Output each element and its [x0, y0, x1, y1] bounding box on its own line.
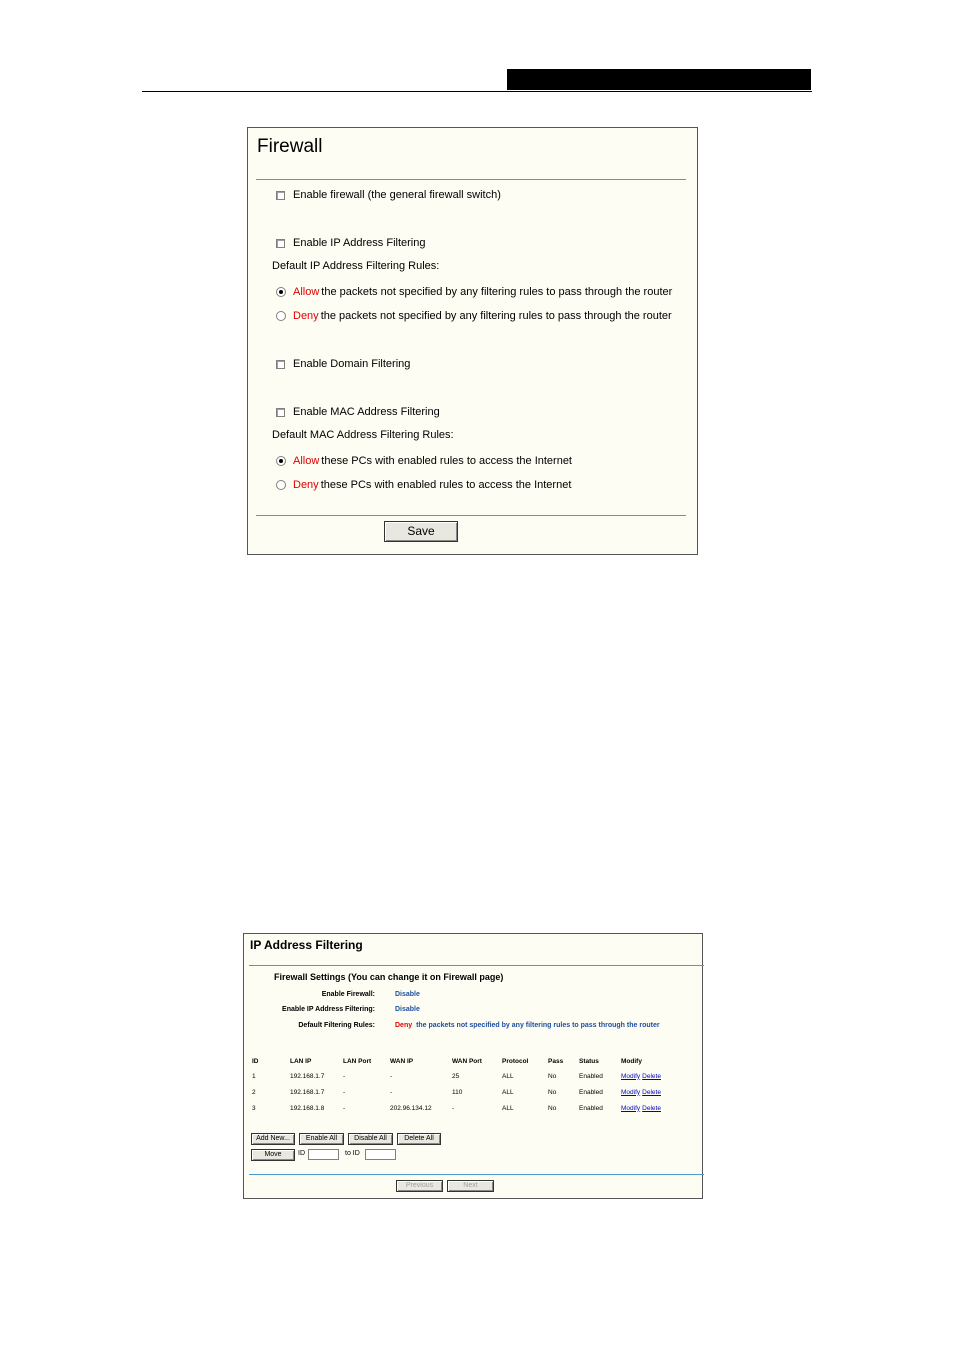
ip-filtering-title: IP Address Filtering: [250, 938, 363, 952]
col-modify: Modify: [621, 1057, 642, 1065]
cell-status: Enabled: [579, 1072, 603, 1080]
cell-protocol: ALL: [502, 1088, 514, 1096]
cell-lan-port: -: [343, 1088, 346, 1096]
cell-wan-port: 25: [452, 1072, 460, 1080]
enable-ip-filtering-checkbox[interactable]: [276, 239, 285, 248]
firewall-panel: [247, 127, 698, 555]
ip-deny-row: [276, 310, 672, 322]
cell-wan-ip: -: [390, 1088, 393, 1096]
cell-pass: No: [548, 1104, 557, 1112]
default-rules-word: Deny: [395, 1022, 413, 1029]
mac-deny-row: [276, 479, 571, 491]
enable-ip-filtering-label: Enable IP Address Filtering: [293, 237, 426, 249]
col-wan-port: WAN Port: [452, 1057, 482, 1065]
mac-deny-radio[interactable]: [276, 480, 286, 490]
bottom-divider: [256, 515, 686, 516]
header-rule: [142, 91, 812, 92]
bottom-divider: [249, 1174, 704, 1175]
cell-id: 1: [252, 1072, 256, 1080]
col-lan-port: LAN Port: [343, 1057, 372, 1065]
ip-filtering-panel: [243, 933, 703, 1199]
enable-mac-filtering-checkbox[interactable]: [276, 408, 285, 417]
cell-pass: No: [548, 1088, 557, 1096]
save-button[interactable]: Save: [384, 521, 458, 542]
to-id-label: to ID: [345, 1150, 360, 1157]
delete-all-button[interactable]: Delete All: [397, 1133, 441, 1145]
enable-domain-filtering-checkbox[interactable]: [276, 360, 285, 369]
ip-deny-text: the packets not specified by any filtering rules to pass through the router: [320, 310, 672, 322]
add-new-button[interactable]: Add New...: [251, 1133, 295, 1145]
cell-wan-ip: 202.96.134.12: [390, 1104, 432, 1112]
ip-allow-row: [276, 286, 672, 298]
enable-firewall-key: Enable Firewall:: [321, 991, 375, 998]
top-divider: [249, 965, 704, 966]
ip-rules-heading: Default IP Address Filtering Rules:: [272, 260, 440, 272]
col-protocol: Protocol: [502, 1057, 529, 1065]
cell-modify: [621, 1068, 681, 1084]
ip-allow-text: the packets not specified by any filtering rules to pass through the router: [321, 286, 673, 298]
move-button[interactable]: Move: [251, 1149, 295, 1161]
delete-link[interactable]: Delete: [642, 1072, 661, 1080]
enable-firewall-row: [276, 189, 501, 201]
ip-allow-word: Allow: [293, 286, 320, 298]
delete-link[interactable]: Delete: [642, 1088, 661, 1096]
cell-lan-ip: 192.168.1.7: [290, 1088, 325, 1096]
mac-allow-word: Allow: [293, 455, 320, 467]
default-rules-text: the packets not specified by any filtering rules to pass through the router: [416, 1022, 660, 1029]
table-row: [252, 1100, 681, 1116]
table-row: [252, 1068, 681, 1084]
col-id: ID: [252, 1057, 259, 1065]
col-status: Status: [579, 1057, 599, 1065]
cell-id: 2: [252, 1088, 256, 1096]
enable-mac-filtering-label: Enable MAC Address Filtering: [293, 406, 440, 418]
mac-rules-heading: Default MAC Address Filtering Rules:: [272, 429, 454, 441]
mac-deny-word: Deny: [293, 479, 319, 491]
table-row: [252, 1084, 681, 1100]
modify-link[interactable]: Modify: [621, 1072, 641, 1080]
cell-protocol: ALL: [502, 1072, 514, 1080]
cell-lan-ip: 192.168.1.8: [290, 1104, 325, 1112]
cell-status: Enabled: [579, 1104, 603, 1112]
firewall-title: Firewall: [257, 136, 323, 157]
enable-ip-value: Disable: [395, 1006, 420, 1013]
enable-ip-key: Enable IP Address Filtering:: [282, 1006, 375, 1013]
modify-link[interactable]: Modify: [621, 1104, 641, 1112]
cell-pass: No: [548, 1072, 557, 1080]
cell-lan-ip: 192.168.1.7: [290, 1072, 325, 1080]
move-from-id-input[interactable]: [308, 1149, 339, 1160]
enable-domain-filtering-row: [276, 358, 410, 370]
cell-wan-port: -: [452, 1104, 455, 1112]
enable-all-button[interactable]: Enable All: [299, 1133, 344, 1145]
enable-ip-filtering-row: [276, 237, 425, 249]
move-to-id-input[interactable]: [365, 1149, 396, 1160]
ip-allow-radio[interactable]: [276, 287, 286, 297]
enable-firewall-label: Enable firewall (the general firewall switch): [293, 189, 501, 201]
id-label: ID: [298, 1150, 305, 1157]
next-button[interactable]: Next: [447, 1180, 494, 1192]
disable-all-button[interactable]: Disable All: [348, 1133, 393, 1145]
cell-protocol: ALL: [502, 1104, 514, 1112]
col-wan-ip: WAN IP: [390, 1057, 414, 1065]
enable-firewall-checkbox[interactable]: [276, 191, 285, 200]
mac-allow-text: these PCs with enabled rules to access the Internet: [321, 455, 572, 467]
top-divider: [256, 179, 686, 180]
delete-link[interactable]: Delete: [642, 1104, 661, 1112]
mac-allow-row: [276, 455, 572, 467]
cell-lan-port: -: [343, 1072, 346, 1080]
col-pass: Pass: [548, 1057, 564, 1065]
cell-wan-ip: -: [390, 1072, 393, 1080]
ip-deny-radio[interactable]: [276, 311, 286, 321]
header-bar: [507, 69, 811, 90]
table-header-row: [252, 1054, 681, 1068]
enable-mac-filtering-row: [276, 406, 440, 418]
rules-table: [252, 1054, 681, 1116]
cell-modify: [621, 1100, 681, 1116]
previous-button[interactable]: Previous: [396, 1180, 443, 1192]
default-rules-value: [395, 1022, 660, 1029]
cell-modify: [621, 1084, 681, 1100]
default-rules-key: Default Filtering Rules:: [298, 1022, 375, 1029]
modify-link[interactable]: Modify: [621, 1088, 641, 1096]
cell-status: Enabled: [579, 1088, 603, 1096]
cell-lan-port: -: [343, 1104, 346, 1112]
settings-heading: Firewall Settings (You can change it on Firewall page): [274, 972, 504, 982]
cell-wan-port: 110: [452, 1088, 463, 1096]
mac-deny-text: these PCs with enabled rules to access the Internet: [320, 479, 572, 491]
enable-firewall-value: Disable: [395, 991, 420, 998]
cell-id: 3: [252, 1104, 256, 1112]
enable-domain-filtering-label: Enable Domain Filtering: [293, 358, 411, 370]
mac-allow-radio[interactable]: [276, 456, 286, 466]
ip-deny-word: Deny: [293, 310, 319, 322]
col-lan-ip: LAN IP: [290, 1057, 312, 1065]
